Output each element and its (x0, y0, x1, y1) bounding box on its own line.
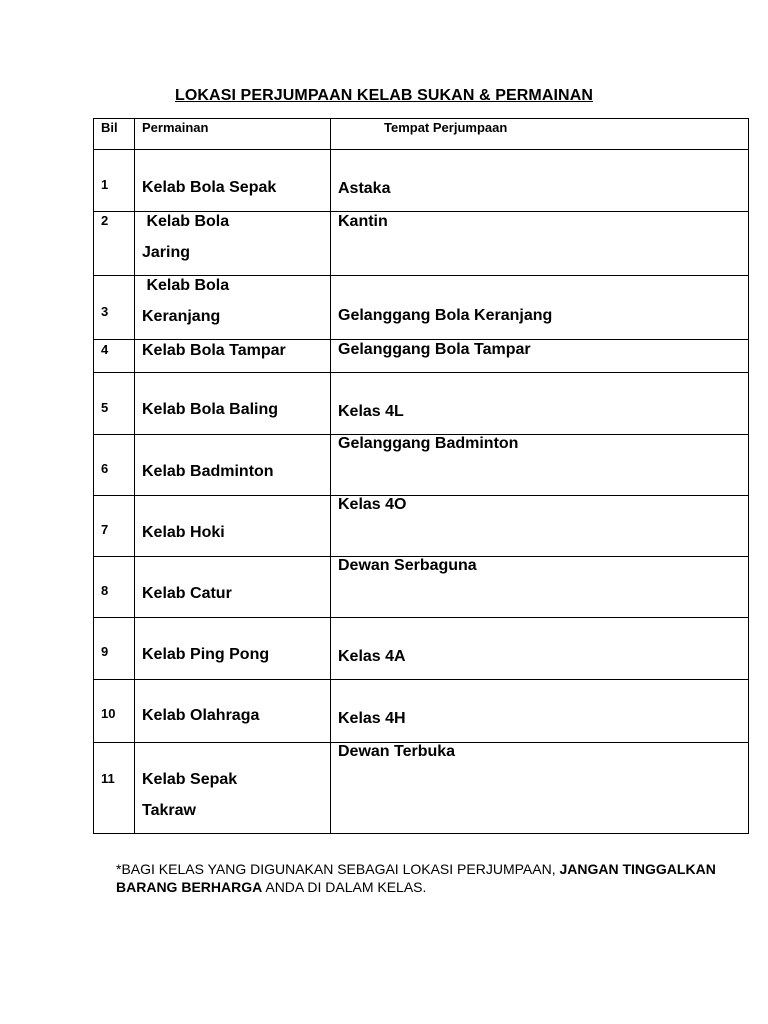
table-row (94, 557, 749, 618)
note-text-bold: JANGAN TINGGALKAN BARANG BERHARGA (116, 861, 716, 895)
row-place: Gelanggang Bola Tampar (338, 341, 531, 358)
row-place: Kelas 4H (338, 710, 406, 727)
note-text-part1: *BAGI KELAS YANG DIGUNAKAN SEBAGAI LOKASI PERJUMPAAN, (116, 861, 560, 877)
warning-note (116, 860, 716, 896)
row-game: Kelab Bola Jaring (142, 213, 230, 261)
row-number: 2 (101, 213, 109, 228)
row-number: 9 (101, 644, 109, 659)
row-place: Kelas 4L (338, 403, 404, 420)
table-row (94, 373, 749, 435)
header-game: Permainan (142, 120, 209, 135)
row-game: Kelab Bola Baling (142, 401, 279, 418)
table-row (94, 496, 749, 557)
row-number: 3 (101, 304, 109, 319)
row-number: 4 (101, 342, 109, 357)
table-row (94, 618, 749, 680)
row-place: Dewan Serbaguna (338, 557, 477, 574)
row-number: 11 (101, 771, 115, 786)
note-text-part3: ANDA DI DALAM KELAS. (262, 879, 427, 895)
row-place: Kantin (338, 213, 388, 230)
page-title: LOKASI PERJUMPAAN KELAB SUKAN & PERMAINAN (174, 87, 594, 104)
table-row (94, 276, 749, 340)
table-row (94, 340, 749, 373)
header-place: Tempat Perjumpaan (384, 120, 508, 135)
row-place: Gelanggang Badminton (338, 435, 519, 452)
row-number: 1 (101, 177, 109, 192)
club-location-table (93, 118, 749, 834)
row-game: Kelab Bola Sepak (142, 179, 277, 196)
row-place: Dewan Terbuka (338, 743, 456, 760)
row-game: Kelab Bola Tampar (142, 342, 286, 359)
row-game: Kelab Ping Pong (142, 646, 270, 663)
table-header-row (94, 119, 749, 150)
table-row (94, 743, 749, 834)
row-number: 6 (101, 461, 109, 476)
row-number: 10 (101, 706, 116, 721)
table-row (94, 212, 749, 276)
table-row (94, 435, 749, 496)
row-game: Kelab Hoki (142, 524, 225, 541)
header-bil-cell (94, 119, 135, 150)
row-place: Gelanggang Bola Keranjang (338, 307, 553, 324)
row-number: 5 (101, 400, 109, 415)
header-game-cell (135, 119, 331, 150)
row-game: Kelab Olahraga (142, 707, 260, 724)
row-place: Kelas 4A (338, 648, 406, 665)
row-number: 8 (101, 583, 109, 598)
table-row (94, 150, 749, 212)
header-bil: Bil (101, 120, 118, 135)
row-number: 7 (101, 522, 109, 537)
row-game: Kelab Bola Keranjang (142, 277, 230, 325)
table-row (94, 680, 749, 743)
row-place: Kelas 4O (338, 496, 407, 513)
header-place-cell (331, 119, 749, 150)
row-game: Kelab Catur (142, 585, 232, 602)
row-game: Kelab Sepak Takraw (142, 771, 238, 819)
row-game: Kelab Badminton (142, 463, 274, 480)
row-place: Astaka (338, 180, 391, 197)
